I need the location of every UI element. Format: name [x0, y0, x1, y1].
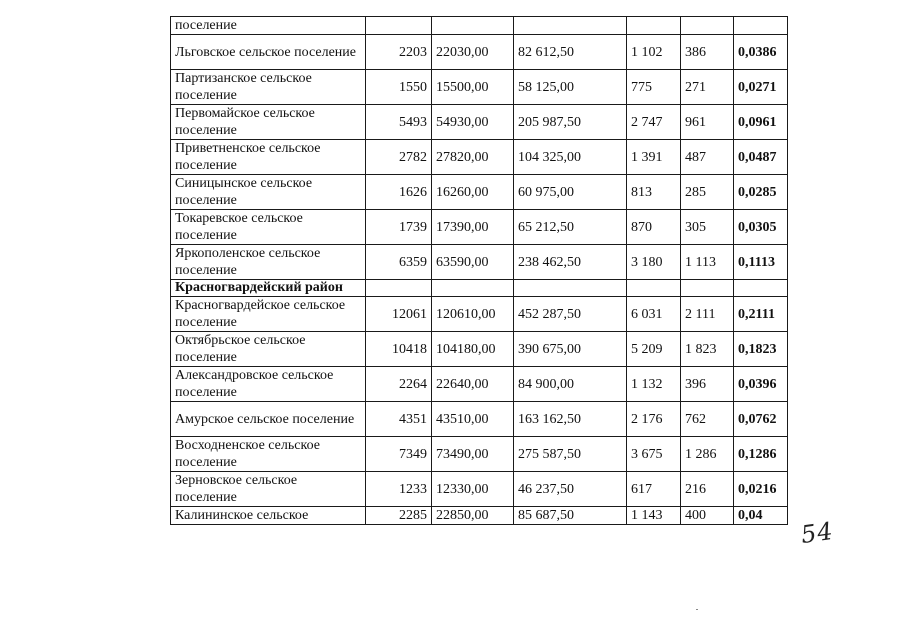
count-cell: 1 823 [681, 332, 734, 367]
count-cell: 285 [681, 175, 734, 210]
population-cell: 1739 [366, 210, 432, 245]
share-cell: 6 031 [627, 297, 681, 332]
sum-cell: 82 612,50 [514, 35, 627, 70]
settlement-name-cell: Амурское сельское поселение [171, 402, 366, 437]
district-header-row [171, 280, 788, 297]
sum-cell: 163 162,50 [514, 402, 627, 437]
population-cell: 2782 [366, 140, 432, 175]
table-row [171, 297, 788, 332]
population-cell: 1626 [366, 175, 432, 210]
coefficient-cell: 0,0396 [734, 367, 788, 402]
settlement-data-table [170, 16, 788, 525]
population-cell: 5493 [366, 105, 432, 140]
share-cell: 1 102 [627, 35, 681, 70]
coefficient-cell: 0,0285 [734, 175, 788, 210]
sum-cell: 58 125,00 [514, 70, 627, 105]
share-cell: 1 391 [627, 140, 681, 175]
table-row [171, 367, 788, 402]
table-row-continuation [171, 17, 788, 35]
table-row [171, 70, 788, 105]
settlement-name-cell: Льговское сельское поселение [171, 35, 366, 70]
sum-cell: 390 675,00 [514, 332, 627, 367]
amount-cell: 120610,00 [432, 297, 514, 332]
count-cell: 305 [681, 210, 734, 245]
settlement-name-cell: Приветненское сельское поселение [171, 140, 366, 175]
amount-cell: 17390,00 [432, 210, 514, 245]
amount-cell: 22030,00 [432, 35, 514, 70]
population-cell: 1233 [366, 472, 432, 507]
sum-cell: 275 587,50 [514, 437, 627, 472]
count-cell: 386 [681, 35, 734, 70]
share-cell: 617 [627, 472, 681, 507]
amount-cell: 22850,00 [432, 507, 514, 525]
sum-cell: 452 287,50 [514, 297, 627, 332]
handwritten-page-number: 54 [799, 516, 836, 550]
sum-cell: 104 325,00 [514, 140, 627, 175]
settlement-name-cell: Синицынское сельское поселение [171, 175, 366, 210]
population-cell: 4351 [366, 402, 432, 437]
coefficient-cell [734, 280, 788, 297]
count-cell [681, 17, 734, 35]
population-cell: 2203 [366, 35, 432, 70]
share-cell: 1 143 [627, 507, 681, 525]
sum-cell: 84 900,00 [514, 367, 627, 402]
share-cell [627, 17, 681, 35]
population-cell: 7349 [366, 437, 432, 472]
population-cell: 1550 [366, 70, 432, 105]
table-row [171, 437, 788, 472]
table-row [171, 140, 788, 175]
count-cell: 1 113 [681, 245, 734, 280]
population-cell [366, 280, 432, 297]
share-cell: 870 [627, 210, 681, 245]
coefficient-cell [734, 17, 788, 35]
share-cell: 2 176 [627, 402, 681, 437]
count-cell: 961 [681, 105, 734, 140]
count-cell: 271 [681, 70, 734, 105]
count-cell: 400 [681, 507, 734, 525]
coefficient-cell: 0,0762 [734, 402, 788, 437]
settlement-name-cell: Калининское сельское [171, 507, 366, 525]
amount-cell: 73490,00 [432, 437, 514, 472]
amount-cell: 15500,00 [432, 70, 514, 105]
amount-cell: 27820,00 [432, 140, 514, 175]
sum-cell [514, 280, 627, 297]
population-cell: 6359 [366, 245, 432, 280]
coefficient-cell: 0,1823 [734, 332, 788, 367]
amount-cell: 104180,00 [432, 332, 514, 367]
count-cell: 396 [681, 367, 734, 402]
count-cell: 487 [681, 140, 734, 175]
coefficient-cell: 0,04 [734, 507, 788, 525]
scan-speck [696, 609, 698, 610]
amount-cell: 16260,00 [432, 175, 514, 210]
settlement-name-cell: Партизанское сельское поселение [171, 70, 366, 105]
coefficient-cell: 0,0216 [734, 472, 788, 507]
population-cell: 2264 [366, 367, 432, 402]
coefficient-cell: 0,1113 [734, 245, 788, 280]
sum-cell: 85 687,50 [514, 507, 627, 525]
coefficient-cell: 0,0271 [734, 70, 788, 105]
coefficient-cell: 0,0386 [734, 35, 788, 70]
table-row [171, 105, 788, 140]
coefficient-cell: 0,0961 [734, 105, 788, 140]
coefficient-cell: 0,0305 [734, 210, 788, 245]
table-row [171, 210, 788, 245]
settlement-name-cell: Яркополенское сельское поселение [171, 245, 366, 280]
sum-cell: 65 212,50 [514, 210, 627, 245]
settlement-name-cell: Зерновское сельское поселение [171, 472, 366, 507]
settlement-name-cell: Красногвардейское сельское поселение [171, 297, 366, 332]
count-cell: 762 [681, 402, 734, 437]
share-cell: 813 [627, 175, 681, 210]
settlement-name-cell: Первомайское сельское поселение [171, 105, 366, 140]
amount-cell [432, 280, 514, 297]
amount-cell: 43510,00 [432, 402, 514, 437]
share-cell: 5 209 [627, 332, 681, 367]
coefficient-cell: 0,2111 [734, 297, 788, 332]
population-cell: 10418 [366, 332, 432, 367]
table-body [171, 17, 788, 525]
table-row [171, 402, 788, 437]
amount-cell: 63590,00 [432, 245, 514, 280]
share-cell: 775 [627, 70, 681, 105]
count-cell [681, 280, 734, 297]
settlement-name-cell: Красногвардейский район [171, 280, 366, 297]
count-cell: 216 [681, 472, 734, 507]
coefficient-cell: 0,0487 [734, 140, 788, 175]
count-cell: 2 111 [681, 297, 734, 332]
population-cell [366, 17, 432, 35]
sum-cell: 60 975,00 [514, 175, 627, 210]
table-row [171, 507, 788, 525]
settlement-name-cell: Александровское сельское поселение [171, 367, 366, 402]
population-cell: 2285 [366, 507, 432, 525]
sum-cell: 238 462,50 [514, 245, 627, 280]
table-row [171, 472, 788, 507]
sum-cell [514, 17, 627, 35]
coefficient-cell: 0,1286 [734, 437, 788, 472]
amount-cell: 12330,00 [432, 472, 514, 507]
share-cell: 3 675 [627, 437, 681, 472]
amount-cell: 54930,00 [432, 105, 514, 140]
table-row [171, 175, 788, 210]
share-cell [627, 280, 681, 297]
share-cell: 2 747 [627, 105, 681, 140]
share-cell: 3 180 [627, 245, 681, 280]
sum-cell: 205 987,50 [514, 105, 627, 140]
settlement-name-cell: поселение [171, 17, 366, 35]
amount-cell: 22640,00 [432, 367, 514, 402]
population-cell: 12061 [366, 297, 432, 332]
table-row [171, 332, 788, 367]
table-row [171, 35, 788, 70]
count-cell: 1 286 [681, 437, 734, 472]
share-cell: 1 132 [627, 367, 681, 402]
settlement-name-cell: Токаревское сельское поселение [171, 210, 366, 245]
amount-cell [432, 17, 514, 35]
settlement-name-cell: Восходненское сельское поселение [171, 437, 366, 472]
sum-cell: 46 237,50 [514, 472, 627, 507]
table-row [171, 245, 788, 280]
settlement-name-cell: Октябрьское сельское поселение [171, 332, 366, 367]
